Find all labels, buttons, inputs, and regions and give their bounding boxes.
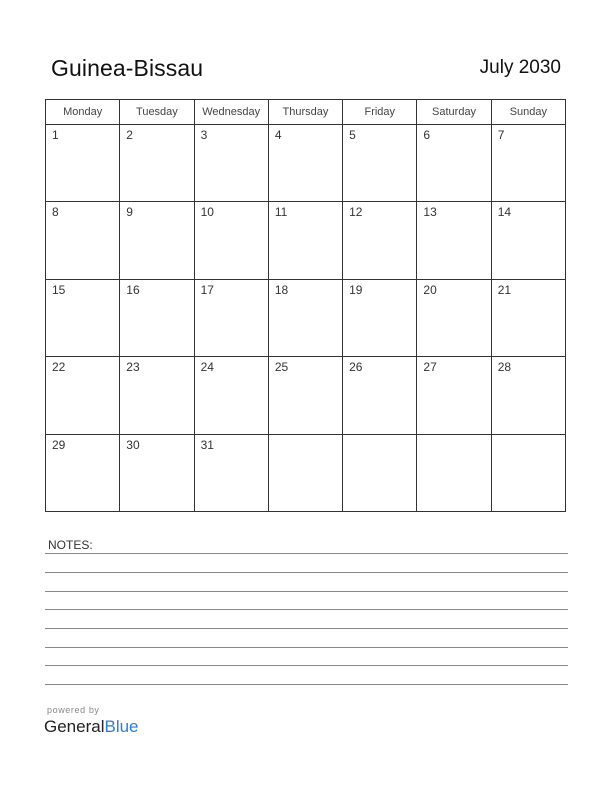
powered-by-label: powered by <box>47 705 100 715</box>
day-number: 27 <box>423 360 437 375</box>
day-cell <box>120 357 194 434</box>
day-cell <box>343 434 417 511</box>
brand-blue-text: Blue <box>104 717 139 736</box>
day-number: 20 <box>423 282 437 297</box>
day-number: 4 <box>274 128 282 142</box>
day-number: 6 <box>423 128 431 142</box>
notes-label: NOTES: <box>48 538 93 552</box>
day-number: 10 <box>200 205 214 220</box>
day-cell <box>46 279 120 356</box>
calendar-title: Guinea-Bissau <box>51 55 204 81</box>
day-cell <box>120 434 194 511</box>
day-cell <box>343 202 417 279</box>
day-number: 7 <box>497 128 505 142</box>
day-number: 26 <box>349 360 363 375</box>
day-number: 12 <box>349 205 363 220</box>
week-row <box>46 125 566 202</box>
note-line <box>45 665 568 666</box>
day-cell <box>194 125 268 202</box>
day-cell <box>491 279 565 356</box>
day-number: 24 <box>200 360 214 375</box>
weekday-header: Thursday <box>268 100 342 125</box>
day-number: 16 <box>126 282 140 297</box>
day-number: 19 <box>349 282 363 297</box>
day-number: 11 <box>274 205 288 220</box>
note-line <box>45 628 568 629</box>
day-number: 18 <box>274 282 289 297</box>
day-number: 13 <box>423 205 437 220</box>
day-cell <box>46 202 120 279</box>
week-row <box>46 434 566 511</box>
day-number: 29 <box>52 437 66 452</box>
day-number: 2 <box>126 128 133 142</box>
note-line <box>45 647 568 648</box>
day-cell <box>343 357 417 434</box>
weekday-header-row <box>46 100 566 125</box>
day-cell <box>120 279 194 356</box>
note-line <box>45 553 568 554</box>
day-number: 21 <box>497 282 512 297</box>
day-cell <box>268 279 342 356</box>
day-number: 23 <box>126 360 140 375</box>
weekday-header: Sunday <box>491 100 565 125</box>
day-number: 8 <box>52 205 59 220</box>
day-cell <box>417 357 491 434</box>
day-number: 30 <box>126 437 140 452</box>
day-number: 25 <box>274 360 289 375</box>
day-cell <box>491 434 565 511</box>
day-cell <box>417 125 491 202</box>
day-cell <box>194 279 268 356</box>
weekday-header: Saturday <box>417 100 491 125</box>
calendar-grid <box>45 99 566 512</box>
day-cell <box>417 279 491 356</box>
generalblue-logo <box>44 717 139 737</box>
day-cell <box>46 125 120 202</box>
day-number: 1 <box>52 128 59 142</box>
day-cell <box>268 357 342 434</box>
day-number <box>269 435 342 438</box>
day-number <box>343 435 416 438</box>
day-number: 17 <box>200 282 214 297</box>
day-number: 14 <box>497 205 512 220</box>
week-row <box>46 357 566 434</box>
day-cell <box>46 357 120 434</box>
day-cell <box>268 125 342 202</box>
day-cell <box>343 279 417 356</box>
day-number <box>492 435 565 438</box>
day-cell <box>194 202 268 279</box>
week-row <box>46 202 566 279</box>
day-cell <box>268 202 342 279</box>
day-cell <box>120 202 194 279</box>
day-cell <box>120 125 194 202</box>
day-number <box>417 435 490 438</box>
day-number: 5 <box>349 128 356 142</box>
weekday-header: Tuesday <box>120 100 194 125</box>
day-cell <box>417 202 491 279</box>
day-number: 22 <box>52 360 66 375</box>
day-cell <box>46 434 120 511</box>
brand-general-text: General <box>44 717 105 736</box>
day-number: 31 <box>200 437 214 452</box>
note-line <box>45 591 568 592</box>
day-cell <box>417 434 491 511</box>
day-cell <box>194 357 268 434</box>
weekday-header: Wednesday <box>194 100 268 125</box>
day-number: 3 <box>200 128 208 142</box>
day-cell <box>268 434 342 511</box>
note-line <box>45 609 568 610</box>
note-line <box>45 684 568 685</box>
day-cell <box>491 202 565 279</box>
day-number: 15 <box>52 282 66 297</box>
note-line <box>45 572 568 573</box>
day-cell <box>491 125 565 202</box>
day-cell <box>343 125 417 202</box>
day-number: 28 <box>497 360 512 375</box>
weekday-header: Friday <box>343 100 417 125</box>
day-cell <box>491 357 565 434</box>
month-year-label: July 2030 <box>479 57 561 78</box>
week-row <box>46 279 566 356</box>
weekday-header: Monday <box>46 100 120 125</box>
day-cell <box>194 434 268 511</box>
day-number: 9 <box>126 205 133 220</box>
